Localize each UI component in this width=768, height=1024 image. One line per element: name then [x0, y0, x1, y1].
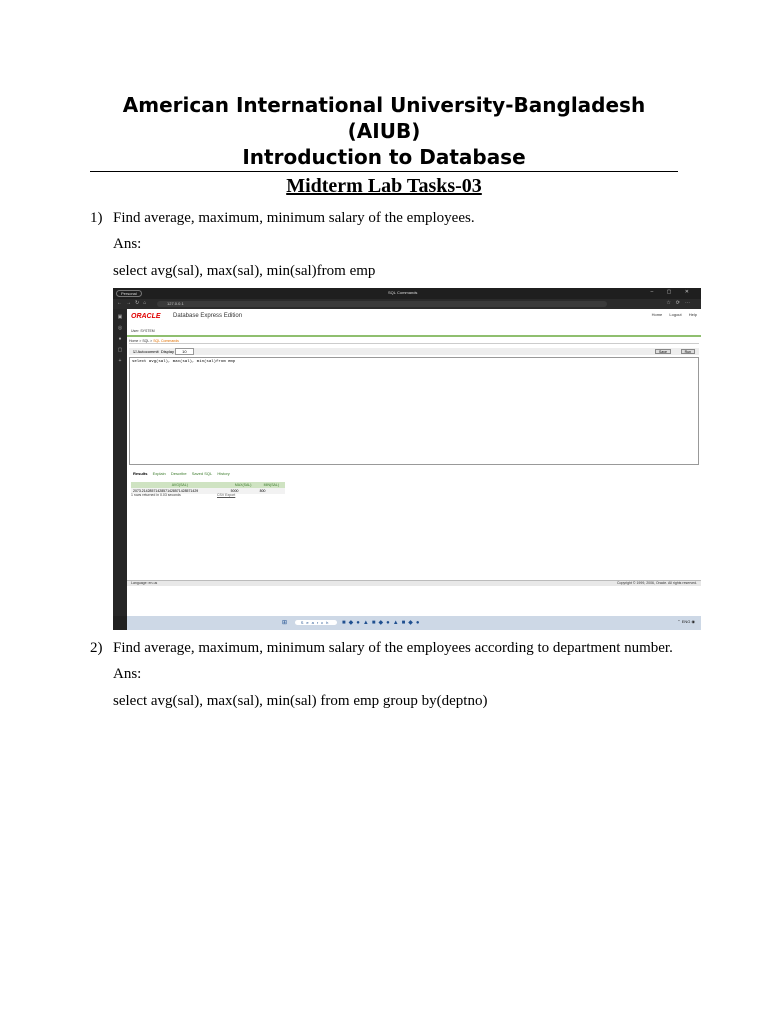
sidebar-icon: +	[118, 358, 122, 364]
question-2	[90, 638, 673, 658]
university-name: American International University-Bangladesh	[122, 93, 646, 117]
green-divider	[127, 335, 701, 337]
tab-results: Results	[133, 471, 148, 476]
display-select: 10	[175, 348, 193, 355]
browser-tabbar	[113, 288, 701, 299]
home-link: Home	[651, 312, 663, 317]
question-text: Find average, maximum, minimum salary of the employees according to department number.	[113, 640, 673, 656]
logout-link: Logout	[669, 312, 682, 317]
breadcrumb-current: SQL Commands	[153, 339, 179, 343]
taskbar-search: Search	[295, 620, 338, 625]
browser-sidebar	[113, 309, 127, 616]
page-footer	[127, 580, 701, 586]
system-tray: ⌃ ENG ◉	[677, 619, 695, 624]
column-header: AVG(SAL)	[131, 482, 229, 488]
table-cell: 2073.21428571428571428571428571429	[131, 488, 229, 494]
product-name: Database Express Edition	[173, 313, 243, 319]
oracle-page	[127, 309, 701, 616]
csv-export-link: CSV Export	[217, 493, 236, 497]
help-link: Help	[688, 312, 697, 317]
document-header	[90, 92, 678, 170]
oracle-logo: ORACLE	[131, 313, 161, 320]
window-controls: – ▢ ✕	[650, 289, 695, 295]
tab-history: History	[217, 471, 230, 476]
user-label: User: SYSTEM	[131, 329, 155, 333]
checkbox-icon: ☑	[133, 349, 137, 354]
rows-returned-note: 1 rows returned in 0.03 seconds	[131, 493, 181, 497]
sidebar-icon: ◎	[117, 325, 123, 331]
address-bar	[113, 299, 701, 309]
display-label: Display	[160, 349, 174, 354]
answer-label: Ans:	[113, 666, 142, 682]
table-cell: 5000	[229, 488, 258, 494]
document-subtitle: Midterm Lab Tasks-03	[286, 175, 482, 197]
question-number: 2)	[90, 640, 103, 656]
header-rule	[90, 171, 678, 172]
question-number: 1)	[90, 210, 103, 226]
answer-query: select avg(sal), max(sal), min(sal) from emp group by(deptno)	[113, 693, 488, 709]
tab-explain: Explain	[152, 471, 166, 476]
breadcrumb	[129, 339, 699, 344]
sidebar-icon: ●	[118, 336, 122, 342]
column-header: MAX(SAL)	[229, 482, 258, 488]
university-abbr: (AIUB)	[347, 119, 421, 143]
browser-toolbar-icons: ☆⟳⋯	[666, 300, 695, 306]
embedded-screenshot	[113, 288, 701, 630]
taskbar-icons: ⊞ Search ■◆●▲■◆●▲■◆●	[282, 620, 423, 626]
url-field: 127.0.0.1	[157, 301, 607, 307]
save-button: Save	[655, 349, 671, 354]
question-1	[90, 208, 475, 228]
sql-editor: select avg(sal), max(sal), min(sal)from emp	[129, 357, 699, 465]
browser-tab-title: SQL Commands	[388, 290, 418, 295]
copyright: Copyright © 1999, 2006, Oracle. All rights reserved.	[616, 581, 697, 585]
answer-label: Ans:	[113, 236, 142, 252]
language-label: Language: en-us	[131, 581, 158, 585]
command-bar	[129, 348, 699, 355]
column-header: MIN(SAL)	[258, 482, 285, 488]
sidebar-icon: ▢	[117, 347, 123, 353]
breadcrumb-prefix: Home > SQL >	[129, 339, 154, 343]
answer-query: select avg(sal), max(sal), min(sal)from emp	[113, 263, 376, 279]
table-cell: 800	[258, 488, 285, 494]
result-tabs	[133, 471, 234, 476]
nav-arrows-icon: ←→↻⌂	[117, 300, 151, 306]
course-title: Introduction to Database	[242, 145, 526, 169]
run-button: Run	[681, 349, 695, 354]
taskbar	[127, 616, 701, 630]
question-text: Find average, maximum, minimum salary of the employees.	[113, 210, 475, 226]
tab-describe: Describe	[170, 471, 187, 476]
autocommit-label: Autocommit	[137, 349, 159, 354]
tab-saved-sql: Saved SQL	[191, 471, 213, 476]
top-links	[646, 312, 697, 317]
sidebar-icon: ▣	[117, 314, 123, 320]
profile-pill: Personal	[116, 290, 142, 297]
